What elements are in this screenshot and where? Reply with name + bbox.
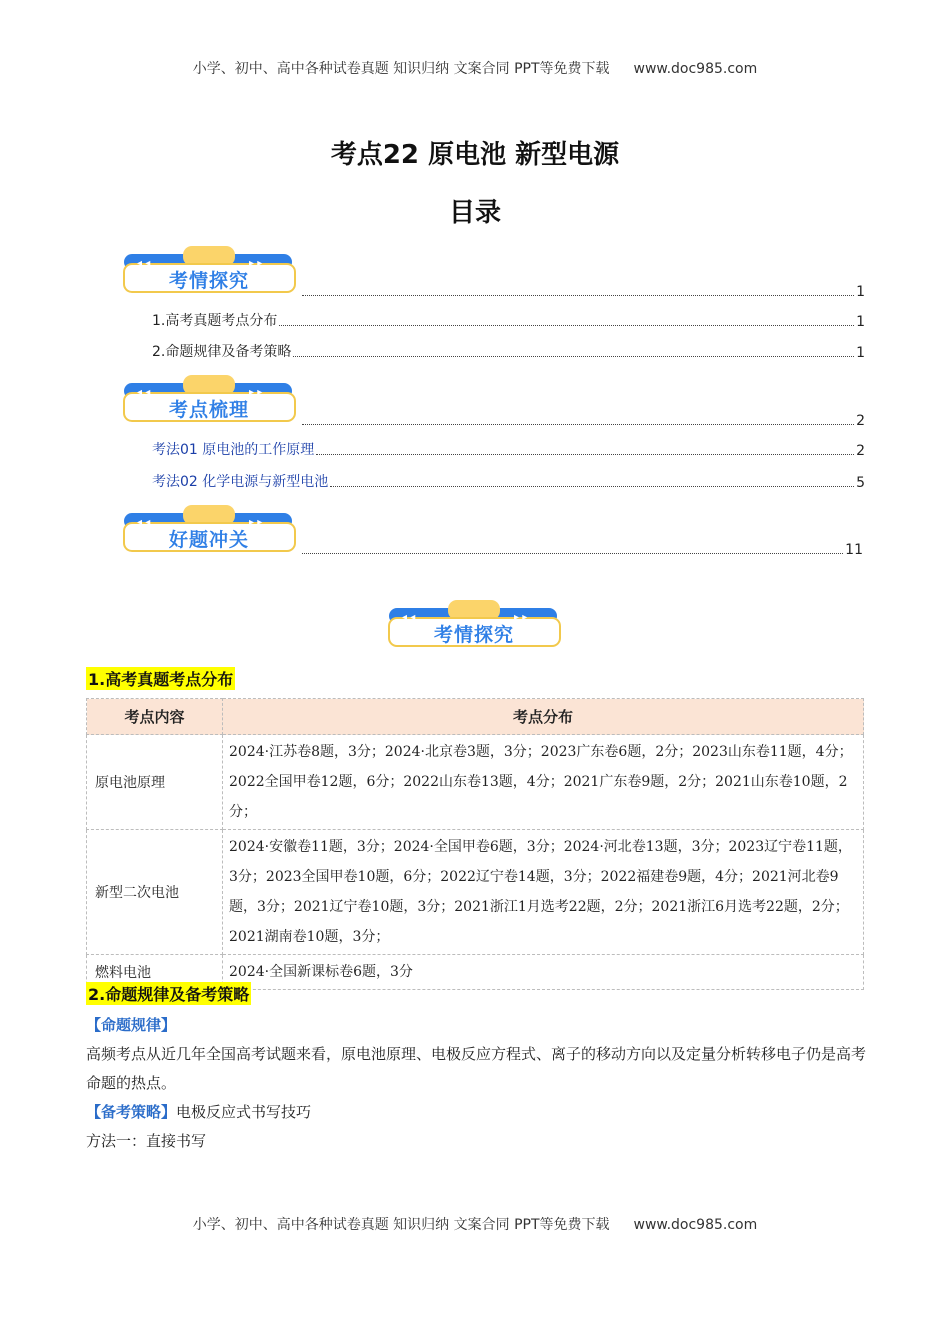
badge-kaodian	[121, 375, 297, 423]
badge-label: 考点梳理	[168, 399, 249, 421]
rule-tag-line	[86, 1011, 866, 1040]
svg-text:◂ ◂: ◂ ◂	[137, 387, 151, 398]
svg-text:▸ ▸: ▸ ▸	[249, 258, 263, 269]
toc-page: 1	[856, 314, 865, 330]
table-header-distribution: 考点分布	[223, 699, 864, 735]
table-row	[87, 830, 864, 955]
section-heading-1: 1.高考真题考点分布	[86, 667, 235, 690]
badge-label: 考情探究	[433, 624, 514, 646]
toc-dots	[316, 454, 854, 455]
badge-kaoqing	[121, 246, 297, 294]
page-header	[0, 58, 950, 78]
toc-dots	[302, 553, 843, 554]
footer-text: 小学、初中、高中各种试卷真题 知识归纳 文案合同 PPT等免费下载	[192, 1217, 610, 1233]
toc-entry-haoti[interactable]	[300, 540, 863, 558]
toc-label: 考法02 化学电源与新型电池	[152, 474, 329, 490]
exam-distribution-table	[86, 698, 864, 990]
toc-page: 1	[856, 284, 865, 300]
toc-entry-kaodian[interactable]	[300, 411, 865, 429]
table-cell-topic: 燃料电池	[87, 955, 223, 990]
toc-label: 1.高考真题考点分布	[152, 313, 278, 329]
table-row	[87, 735, 864, 830]
strategy-line	[86, 1098, 866, 1127]
toc-page: 2	[856, 443, 865, 459]
toc-label: 2.命题规律及备考策略	[152, 344, 292, 360]
section-heading-2: 2.命题规律及备考策略	[86, 982, 251, 1005]
badge-haoti	[121, 505, 297, 553]
table-cell-distribution: 2024·江苏卷8题，3分；2024·北京卷3题，3分；2023广东卷6题，2分；2023山东卷11题，4分；2022全国甲卷12题，6分；2022山东卷13题，4分；2021广东卷9题，2分；2021山东卷10题，2分；	[223, 735, 864, 830]
badge-label: 考情探究	[168, 270, 249, 292]
toc-entry-2[interactable]	[152, 343, 865, 361]
badge-section-kaoqing	[386, 600, 562, 648]
table-cell-distribution: 2024·安徽卷11题，3分；2024·全国甲卷6题，3分；2024·河北卷13题，3分；2023辽宁卷11题，3分；2023全国甲卷10题，6分；2022辽宁卷14题，3分；2022福建卷9题，4分；2021河北卷9题，3分；2021辽宁卷10题，3分；2021浙江1月选考22题，2分；2021浙江6月选考22题，2分；2021湖南卷10题，3分；	[223, 830, 864, 955]
svg-text:▸ ▸: ▸ ▸	[249, 517, 263, 528]
svg-text:▸ ▸: ▸ ▸	[249, 387, 263, 398]
svg-text:◂ ◂: ◂ ◂	[137, 258, 151, 269]
header-site: www.doc985.com	[633, 61, 758, 77]
toc-entry-method-01[interactable]	[152, 441, 865, 459]
svg-text:◂ ◂: ◂ ◂	[137, 517, 151, 528]
page-footer	[0, 1214, 950, 1234]
toc-entry-kaoqing[interactable]	[300, 282, 865, 300]
toc-label: 考法01 原电池的工作原理	[152, 442, 315, 458]
rule-tag: 【命题规律】	[86, 1016, 177, 1034]
toc-dots	[302, 424, 854, 425]
toc-title: 目录	[448, 198, 501, 228]
toc-dots	[279, 325, 854, 326]
toc-page: 1	[856, 345, 865, 361]
page-title: 考点22 原电池 新型电源	[330, 140, 620, 170]
toc-entry-1[interactable]	[152, 312, 865, 330]
badge-label: 好题冲关	[168, 529, 249, 551]
table-header-row	[87, 699, 864, 735]
strategy-text: 电极反应式书写技巧	[176, 1103, 312, 1121]
table-cell-topic: 原电池原理	[87, 735, 223, 830]
svg-text:◂ ◂: ◂ ◂	[402, 612, 416, 623]
toc-dots	[293, 356, 854, 357]
toc-dots	[330, 486, 854, 487]
svg-text:▸ ▸: ▸ ▸	[514, 612, 528, 623]
toc-entry-method-02[interactable]	[152, 473, 865, 491]
toc-page: 11	[845, 542, 863, 558]
toc-page: 2	[856, 413, 865, 429]
strategy-tag: 【备考策略】	[86, 1103, 177, 1121]
header-text: 小学、初中、高中各种试卷真题 知识归纳 文案合同 PPT等免费下载	[192, 61, 610, 77]
footer-site: www.doc985.com	[633, 1217, 758, 1233]
table-cell-distribution: 2024·全国新课标卷6题，3分	[223, 955, 864, 990]
toc-page: 5	[856, 475, 865, 491]
table-cell-topic: 新型二次电池	[87, 830, 223, 955]
rule-paragraph: 高频考点从近几年全国高考试题来看，原电池原理、电极反应方程式、离子的移动方向以及定量分析转移电子仍是高考命题的热点。	[86, 1045, 867, 1092]
method-line: 方法一：直接书写	[86, 1132, 207, 1150]
toc-dots	[302, 295, 854, 296]
table-header-topic: 考点内容	[87, 699, 223, 735]
